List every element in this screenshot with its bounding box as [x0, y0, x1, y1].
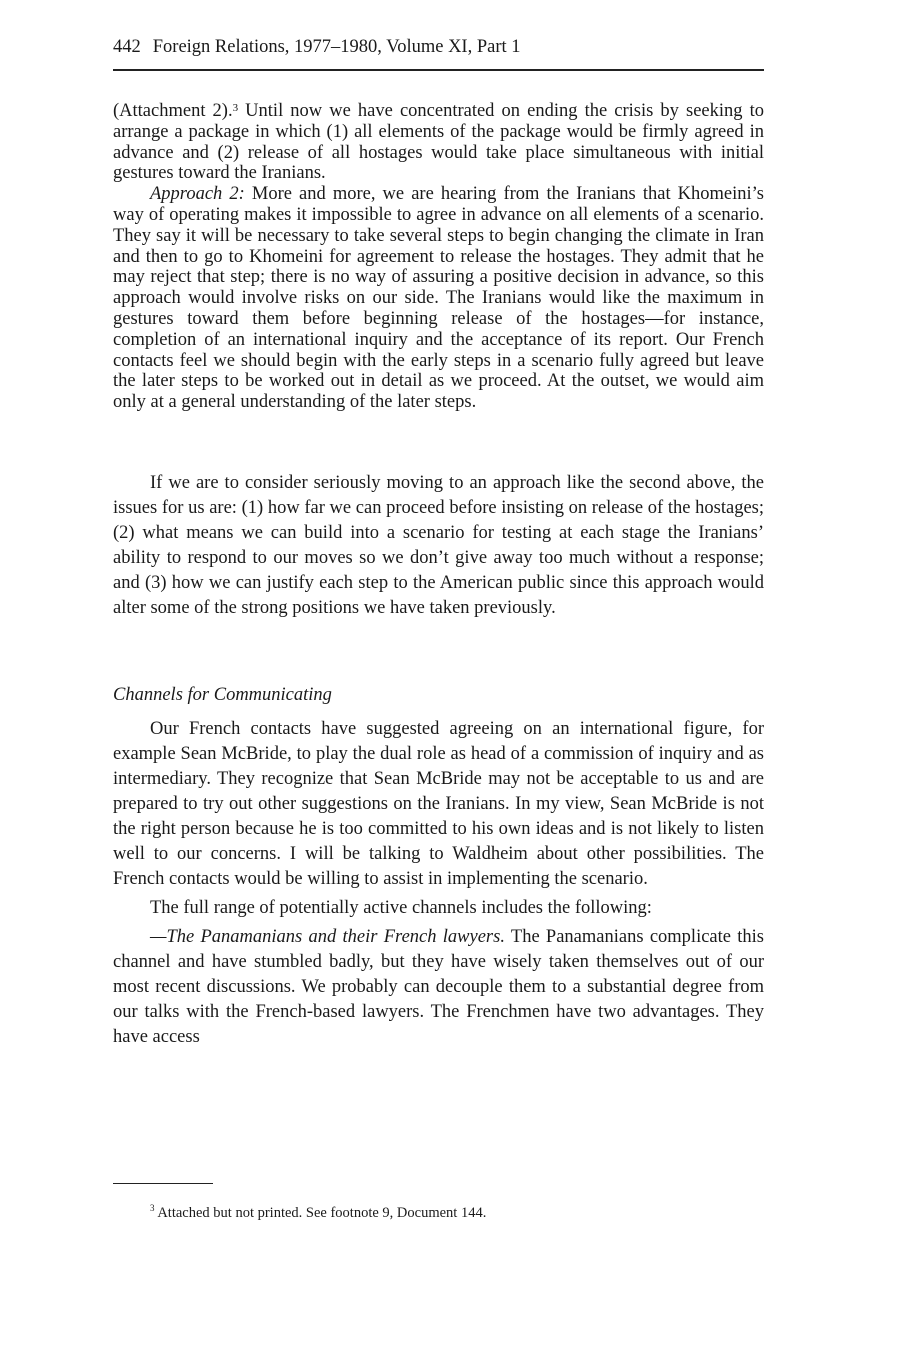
channel-label: —The Panamanians and their French lawyers. [150, 927, 505, 947]
running-header [113, 37, 764, 58]
tight-text-block [113, 101, 764, 413]
section-heading: Channels for Communicating [113, 685, 332, 705]
paragraph-channels-intro: The full range of potentially active channels includes the following: [150, 898, 652, 918]
footnote-reference: 3 [232, 102, 239, 114]
paragraph-attachment [113, 101, 764, 184]
footnote-text: Attached but not printed. See footnote 9, Document 144. [154, 1205, 487, 1221]
paragraph-panamanians [113, 925, 764, 1050]
paragraph-approach-2 [113, 184, 764, 413]
paragraph-text: (Attachment 2). [113, 101, 233, 121]
paragraph-issues: If we are to consider seriously moving to an approach like the second above, the issues for us are: (1) how far we can proceed before insisting on release of the hostages; (2) what means we can build into a scenario for testing at each stage the Iranians’ ability to respond to our moves so we don’t give away too much without a response; and (3) how we can justify each step to the American public since this approach would alter some of the strong positions we have taken previously. [113, 473, 764, 618]
issues-block [113, 471, 764, 621]
paragraph-text: Until now we have concentrated on ending the crisis by seeking to arrange a package in which (1) all elements of the package would be firmly agreed in advance and (2) release of all hostages would take place simultaneous with initial gestures toward the Iranians. [113, 101, 764, 184]
volume-title: Foreign Relations, 1977–1980, Volume XI, Part 1 [152, 37, 521, 57]
paragraph-text: The Panamanians complicate this channel and have stumbled badly, but they have wisely taken themselves out of our most recent discussions. We probably can decouple them to a substantial degree from our talks with the French-based lawyers. The Frenchmen have two advantages. They have access [113, 927, 764, 1047]
page-number: 442 [113, 37, 141, 57]
paragraph-text: More and more, we are hearing from the Iranians that Khomeini’s way of operating makes it impossible to agree in advance on all elements of a scenario. They say it will be necessary to take several steps to begin changing the climate in Iran and then to go to Khomeini for agreement to release the hostages. They admit that he may reject that step; there is no way of assuring a positive decision in advance, so this approach would involve risks on our side. The Iranians would like the maximum in gestures toward them before beginning release of the hostages—for instance, completion of an international inquiry and the acceptance of its report. Our French contacts feel we should begin with the early steps in a scenario fully agreed but leave the later steps to be worked out in detail as we proceed. At the outset, we would aim only at a general understanding of the later steps. [113, 184, 765, 413]
footnote-rule [113, 1183, 213, 1184]
channels-block [113, 717, 764, 1050]
approach-label: Approach 2: [150, 184, 245, 205]
footnote [150, 1205, 486, 1222]
header-rule [113, 69, 764, 71]
footnote-marker: 3 [150, 1203, 155, 1213]
paragraph-french-contacts: Our French contacts have suggested agreeing on an international figure, for example Sean McBride, to play the dual role as head of a commission of inquiry and as intermediary. They recognize that Sean McBride may not be acceptable to us and are prepared to try out other suggestions on the Iranians. In my view, Sean McBride is not the right person because he is too committed to his own ideas and is not likely to listen well to our concerns. I will be talking to Waldheim about other possibilities. The French contacts would be willing to assist in implementing the scenario. [113, 719, 764, 889]
